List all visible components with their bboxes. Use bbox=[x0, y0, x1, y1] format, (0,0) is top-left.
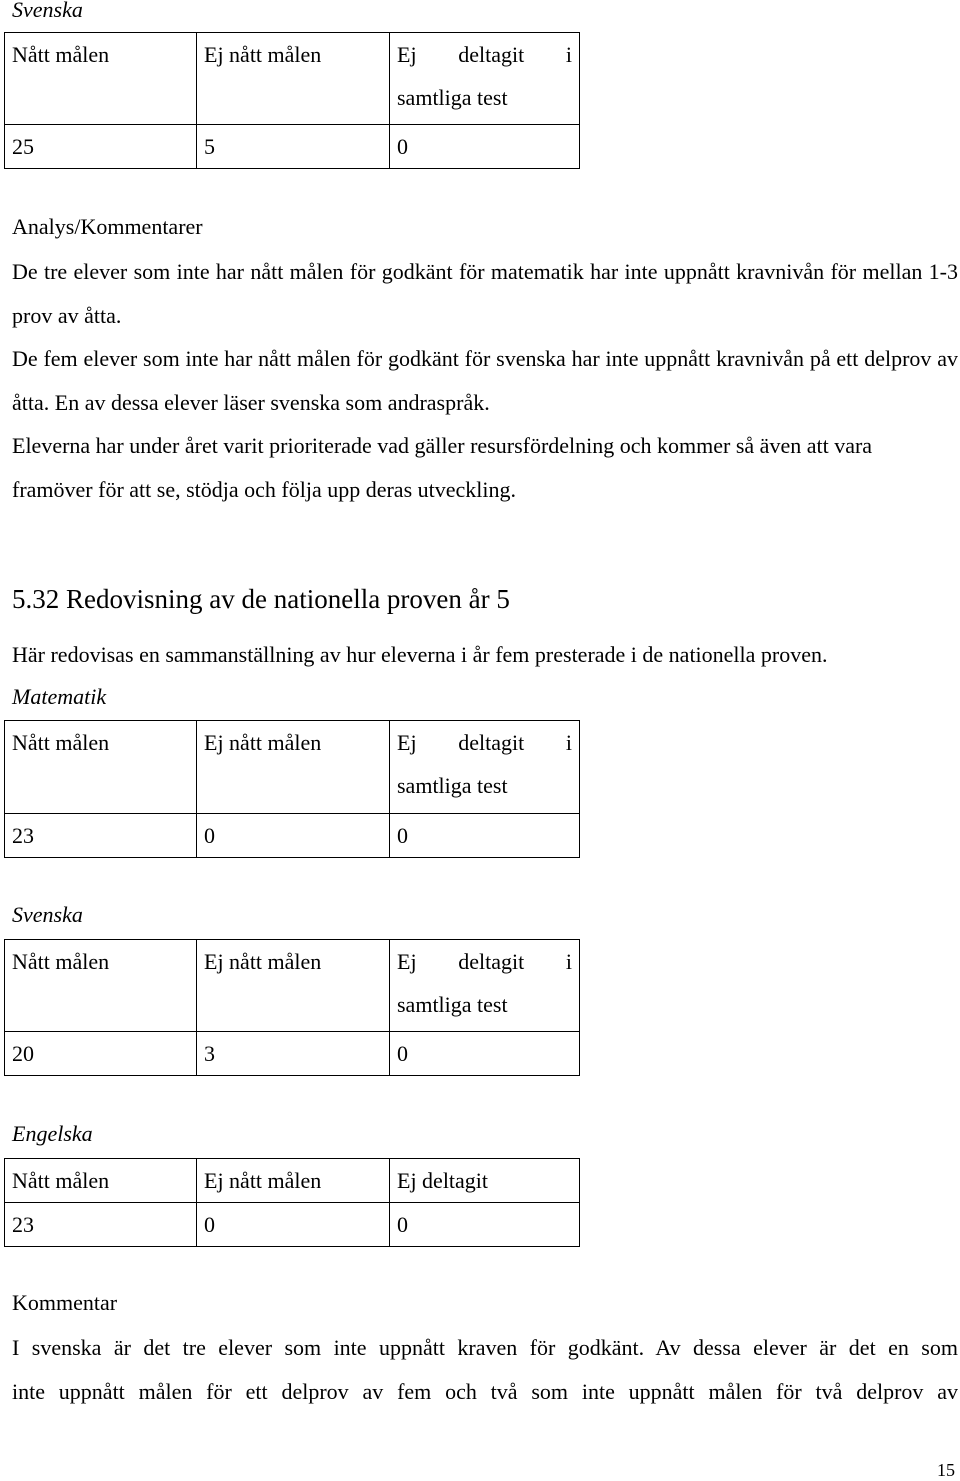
table-header-row bbox=[5, 940, 580, 1032]
value-ej-deltagit: 0 bbox=[390, 814, 580, 858]
analysis-paragraph: De tre elever som inte har nått målen för godkänt för matematik har inte uppnått kravnivån för mellan 1-3 prov av åtta. bbox=[12, 259, 958, 328]
comment-line: inte uppnått målen för ett delprov av fem och två som inte uppnått målen för två delprov av bbox=[12, 1378, 958, 1404]
header-ej-deltagit: Ej deltagit i samtliga test bbox=[390, 33, 580, 125]
value-ej-deltagit: 0 bbox=[390, 1032, 580, 1076]
analysis-paragraph: Eleverna har under året varit prioriterade vad gäller resursfördelning och kommer så även att vara framöver för att se, stödja och följa upp deras utveckling. bbox=[12, 433, 873, 502]
header-natt-malen: Nått målen bbox=[5, 1159, 197, 1203]
value-ej-deltagit: 0 bbox=[390, 125, 580, 169]
value-ej-natt-malen: 0 bbox=[197, 814, 390, 858]
table-header-row bbox=[5, 721, 580, 814]
section-heading: 5.32 Redovisning av de nationella proven år 5 bbox=[12, 584, 510, 614]
header-ej-deltagit: Ej deltagit bbox=[390, 1159, 580, 1203]
value-natt-malen: 20 bbox=[5, 1032, 197, 1076]
table-row bbox=[5, 814, 580, 858]
value-ej-natt-malen: 3 bbox=[197, 1032, 390, 1076]
header-ej-natt-malen: Ej nått målen bbox=[197, 940, 390, 1032]
table-row bbox=[5, 1203, 580, 1247]
section-intro: Här redovisas en sammanställning av hur eleverna i år fem presterade i de nationella proven. bbox=[12, 642, 828, 667]
subject-title-svenska: Svenska bbox=[12, 902, 83, 927]
value-ej-deltagit: 0 bbox=[390, 1203, 580, 1247]
comment-title: Kommentar bbox=[12, 1290, 118, 1315]
analysis-paragraph: De fem elever som inte har nått målen för godkänt för svenska har inte uppnått kravnivån på ett delprov av åtta. En av dessa elever läser svenska som andraspråk. bbox=[12, 346, 958, 415]
table-header-row bbox=[5, 33, 580, 125]
value-ej-natt-malen: 5 bbox=[197, 125, 390, 169]
header-natt-malen: Nått målen bbox=[5, 33, 197, 125]
header-ej-natt-malen: Ej nått målen bbox=[197, 33, 390, 125]
table-row bbox=[5, 1032, 580, 1076]
value-natt-malen: 23 bbox=[5, 1203, 197, 1247]
subject-title-engelska: Engelska bbox=[12, 1121, 93, 1146]
value-ej-natt-malen: 0 bbox=[197, 1203, 390, 1247]
header-ej-deltagit: Ej deltagit i samtliga test bbox=[390, 940, 580, 1032]
comment-body bbox=[12, 1326, 958, 1413]
subject-title-svenska-top: Svenska bbox=[12, 0, 83, 22]
header-natt-malen: Nått målen bbox=[5, 721, 197, 814]
value-natt-malen: 23 bbox=[5, 814, 197, 858]
page-number: 15 bbox=[937, 1460, 955, 1480]
results-table-engelska bbox=[4, 1158, 580, 1247]
subject-title-matematik: Matematik bbox=[12, 684, 107, 709]
comment-line: I svenska är det tre elever som inte uppnått kraven för godkänt. Av dessa elever är det en som bbox=[12, 1335, 958, 1360]
table-row bbox=[5, 125, 580, 169]
results-table-svenska bbox=[4, 939, 580, 1076]
analysis-title: Analys/Kommentarer bbox=[12, 214, 203, 239]
analysis-body bbox=[12, 250, 958, 511]
results-table-matematik bbox=[4, 720, 580, 858]
header-ej-deltagit: Ej deltagit i samtliga test bbox=[390, 721, 580, 814]
value-natt-malen: 25 bbox=[5, 125, 197, 169]
header-ej-natt-malen: Ej nått målen bbox=[197, 721, 390, 814]
table-header-row bbox=[5, 1159, 580, 1203]
results-table-svenska-top bbox=[4, 32, 580, 169]
header-natt-malen: Nått målen bbox=[5, 940, 197, 1032]
header-ej-natt-malen: Ej nått målen bbox=[197, 1159, 390, 1203]
